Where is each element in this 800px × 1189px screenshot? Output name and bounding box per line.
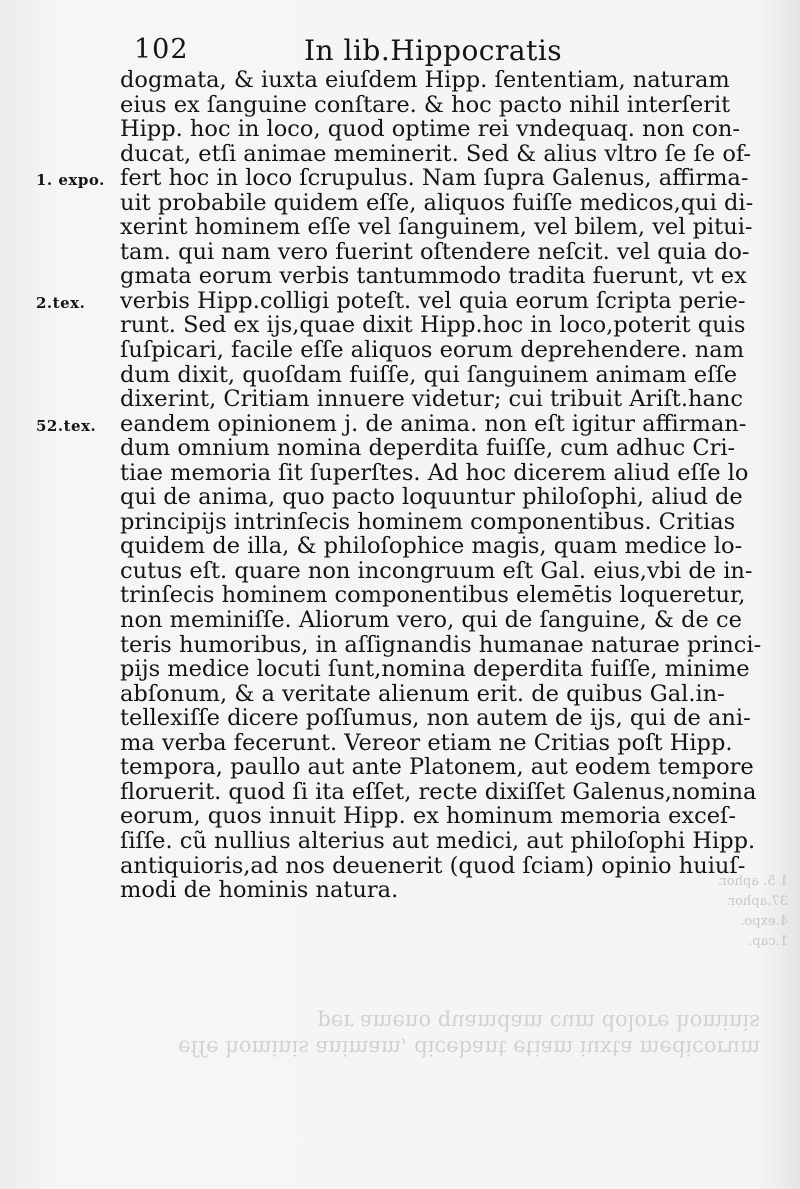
show-through-text: per ameno quamdam cum dolore hominis	[317, 1010, 760, 1034]
text-line: teris humoribus, in aſſignandis humanae naturae princi-	[120, 631, 762, 658]
text-line: verbis Hipp.colligi poteſt. vel quia eorum ſcripta perie-	[120, 287, 746, 314]
text-line: dixerint, Critiam innuere videtur; cui tribuit Ariſt.hanc	[120, 386, 743, 413]
text-line: abſonum, & a veritate alienum erit. de quibus Gal.in-	[120, 680, 725, 707]
text-line: dum dixit, quoſdam fuiſſe, qui ſanguinem animam eſſe	[120, 361, 738, 388]
text-line: dogmata, & iuxta eiuſdem Hipp. ſententiam, naturam	[120, 67, 730, 93]
text-line: ma verba fecerunt. Vereor etiam ne Critias poſt Hipp.	[120, 729, 733, 756]
text-line: modi de hominis natura.	[120, 877, 399, 904]
text-line: tempora, paullo aut ante Platonem, aut eodem tempore	[120, 754, 754, 781]
text-line: qui de anima, quo pacto loquuntur philoſophi, aliud de	[120, 484, 743, 511]
margin-note: 52.tex.	[36, 416, 97, 435]
text-line: tiae memoria ſit ſuperſtes. Ad hoc dicerem aliud eſſe lo	[120, 459, 749, 486]
text-line: cutus eſt. quare non incongruum eſt Gal. eius,vbi de in-	[120, 557, 753, 584]
text-line: uit probabile quidem eſſe, aliquos fuiſſe medicos,qui di-	[120, 189, 754, 216]
text-line: principijs intrinſecis hominem componentibus. Critias	[120, 508, 736, 535]
text-line: ſiſſe. cũ nullius alterius aut medici, aut philoſophi Hipp.	[120, 827, 756, 854]
text-line: non meminiſſe. Aliorum vero, qui de ſanguine, & de ce	[120, 607, 742, 634]
text-line: pijs medice locuti ſunt,nomina deperdita fuiſſe, minime	[120, 656, 750, 683]
show-through-text: eſſe hominis animam, dicebant etiam iuxta medicorum	[178, 1036, 760, 1060]
text-line: runt. Sed ex ijs,quae dixit Hipp.hoc in loco,poterit quis	[120, 312, 746, 339]
text-line: tam. qui nam vero fuerint oſtendere neſcit. vel quia do-	[120, 238, 750, 265]
text-line: Hipp. hoc in loco, quod optime rei vndequaq. non con-	[120, 116, 741, 143]
margin-note: 2.tex.	[36, 293, 86, 312]
text-line: eius ex ſanguine conſtare. & hoc pacto nihil interſerit	[120, 91, 731, 118]
text-line: quidem de illa, & philoſophice magis, quam medice lo-	[120, 533, 743, 560]
main-text-block	[120, 67, 762, 904]
text-line: eandem opinionem j. de anima. non eſt igitur affirman-	[120, 410, 747, 437]
text-line: ſuſpicari, facile eſſe aliquos eorum deprehendere. nam	[120, 337, 745, 364]
text-line: trinſecis hominem componentibus elemētis loqueretur,	[120, 582, 746, 609]
text-line: antiquioris,ad nos deuenerit (quod ſciam) opinio huiuſ-	[120, 852, 746, 879]
text-line: fert hoc in loco ſcrupulus. Nam ſupra Galenus, affirma-	[120, 165, 749, 192]
show-through-margin: 1 5. aphor. 37.aphor. 4.expo. 1.cap.	[717, 874, 788, 949]
text-line: gmata eorum verbis tantummodo tradita fuerunt, vt ex	[120, 263, 747, 290]
running-title: In lib.Hippocratis	[304, 34, 563, 67]
text-line: eorum, quos innuit Hipp. ex hominum memoria exceſ-	[120, 803, 736, 830]
text-line: dum omnium nomina deperdita fuiſſe, cum adhuc Cri-	[120, 435, 736, 462]
text-line: xerint hominem eſſe vel ſanguinem, vel bilem, vel pitui-	[120, 214, 753, 241]
text-line: tellexiſſe dicere poſſumus, non autem de ijs, qui de ani-	[120, 705, 751, 732]
text-line: floruerit. quod ſi ita eſſet, recte dixiſſet Galenus,nomina	[120, 778, 757, 805]
margin-note: 1. expo.	[36, 171, 105, 190]
page-number: 102	[134, 34, 189, 65]
text-line: ducat, etſi animae meminerit. Sed & alius vltro ſe ſe of-	[120, 140, 752, 167]
